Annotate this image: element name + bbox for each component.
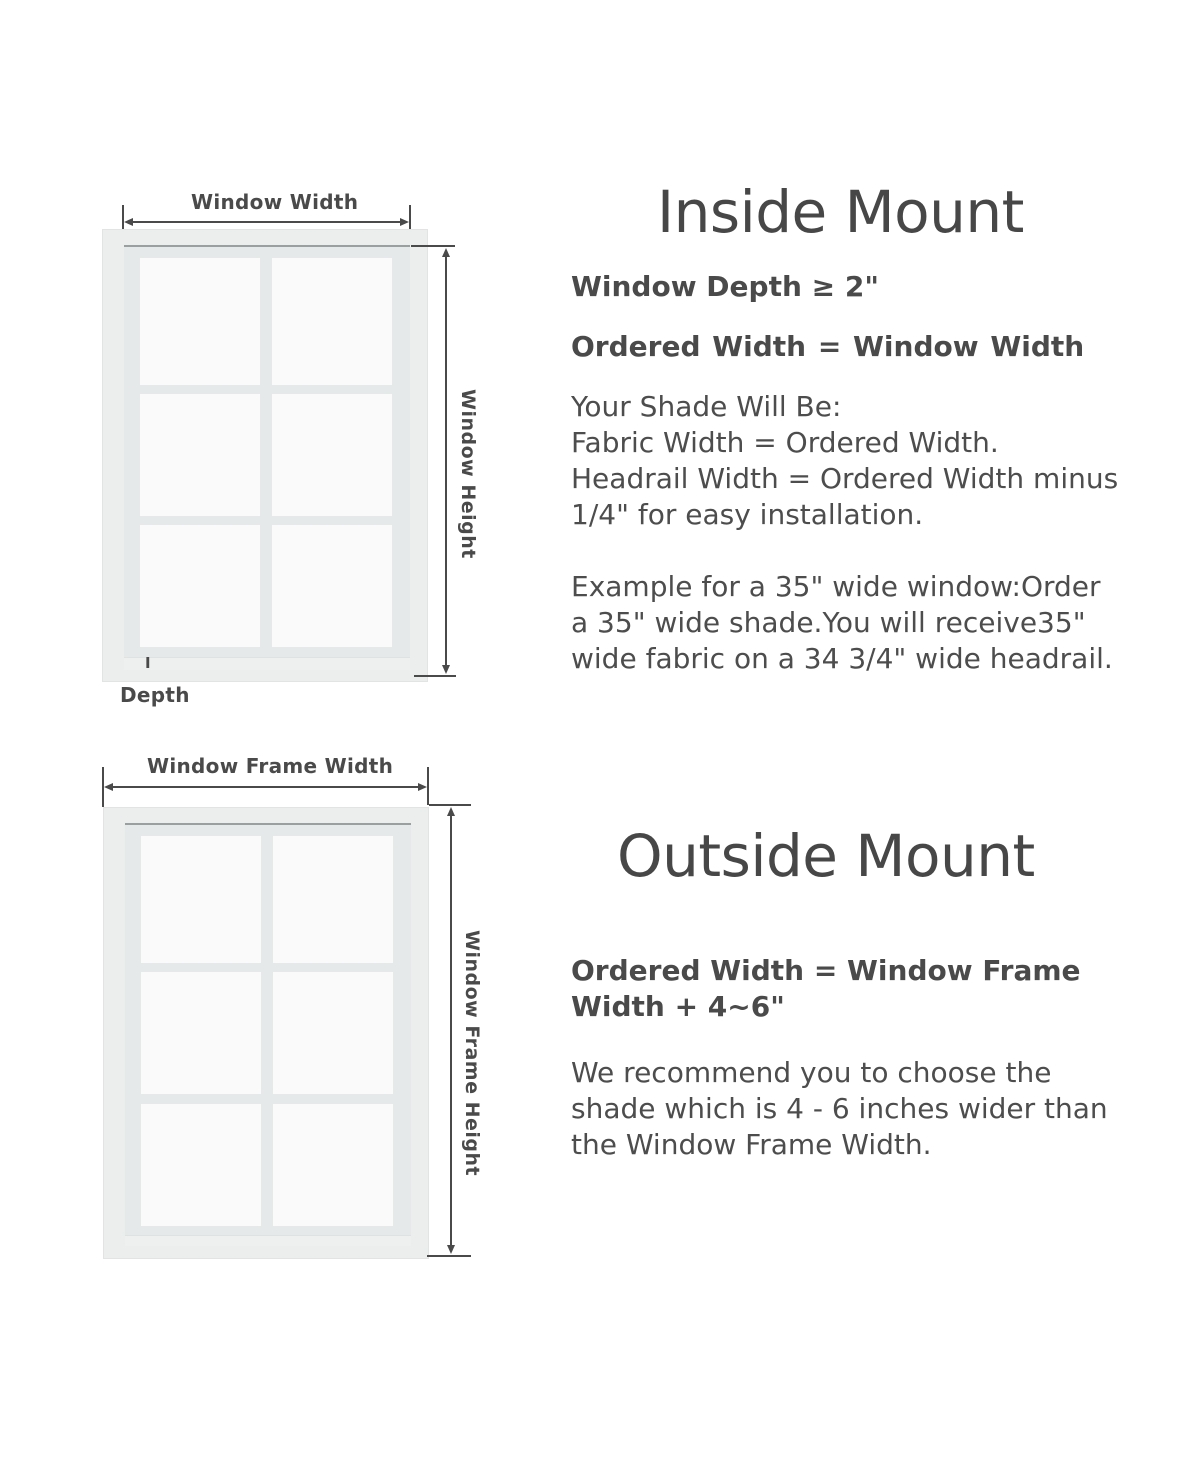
frame-height-tick-top [429,804,471,806]
arrow-down-icon [442,665,450,674]
arrow-down-icon [447,1245,455,1254]
window-width-label: Window Width [191,190,359,214]
height-tick-top [411,245,455,247]
outside-recommendation: We recommend you to choose the shade which is 4 - 6 inches wider than the Window Frame Width. [571,1056,1108,1161]
window-sill [125,1235,411,1246]
window-pane [140,394,260,516]
width-dimension-line [130,221,402,223]
window-pane [273,836,393,963]
depth-label: Depth [120,683,190,707]
window-pane [141,1104,261,1226]
arrow-right-icon [418,783,427,791]
window-pane [273,1104,393,1226]
ordered-width-rule: Ordered Width = Window Width [571,330,1085,363]
window-depth-requirement: Window Depth ≥ 2" [571,270,879,303]
shade-specification: Your Shade Will Be: Fabric Width = Ordered Width. Headrail Width = Ordered Width minus 1/4" for easy installation. [571,390,1119,531]
arrow-right-icon [400,218,409,226]
window-pane [273,972,393,1094]
window-pane [141,836,261,963]
window-pane [272,258,392,385]
arrow-up-icon [442,248,450,257]
window-sill [124,657,410,670]
window-pane [272,394,392,516]
sizing-example: Example for a 35" wide window:Order a 35" wide shade.You will receive35" wide fabric on a 34 3/4" wide headrail. [571,570,1113,675]
arrow-left-icon [124,218,133,226]
outside-ordered-width-rule: Ordered Width = Window Frame Width + 4~6" [571,954,1081,1023]
height-tick-bottom [414,675,456,677]
arrow-left-icon [104,783,113,791]
outside-mount-title: Outside Mount [617,822,1035,890]
frame-height-tick-bottom [427,1255,471,1257]
window-pane [141,972,261,1094]
frame-width-tick-right [427,767,429,805]
depth-marker-icon: I [145,654,151,672]
window-frame-height-label: Window Frame Height [461,930,483,1177]
window-pane [140,525,260,647]
height-dimension-line [445,255,447,665]
frame-width-dimension-line [110,786,420,788]
arrow-up-icon [447,807,455,816]
frame-height-dimension-line [450,814,452,1246]
window-pane [140,258,260,385]
inside-mount-title: Inside Mount [657,178,1024,246]
window-height-label: Window Height [457,389,479,559]
window-pane [272,525,392,647]
window-frame-width-label: Window Frame Width [147,754,394,778]
